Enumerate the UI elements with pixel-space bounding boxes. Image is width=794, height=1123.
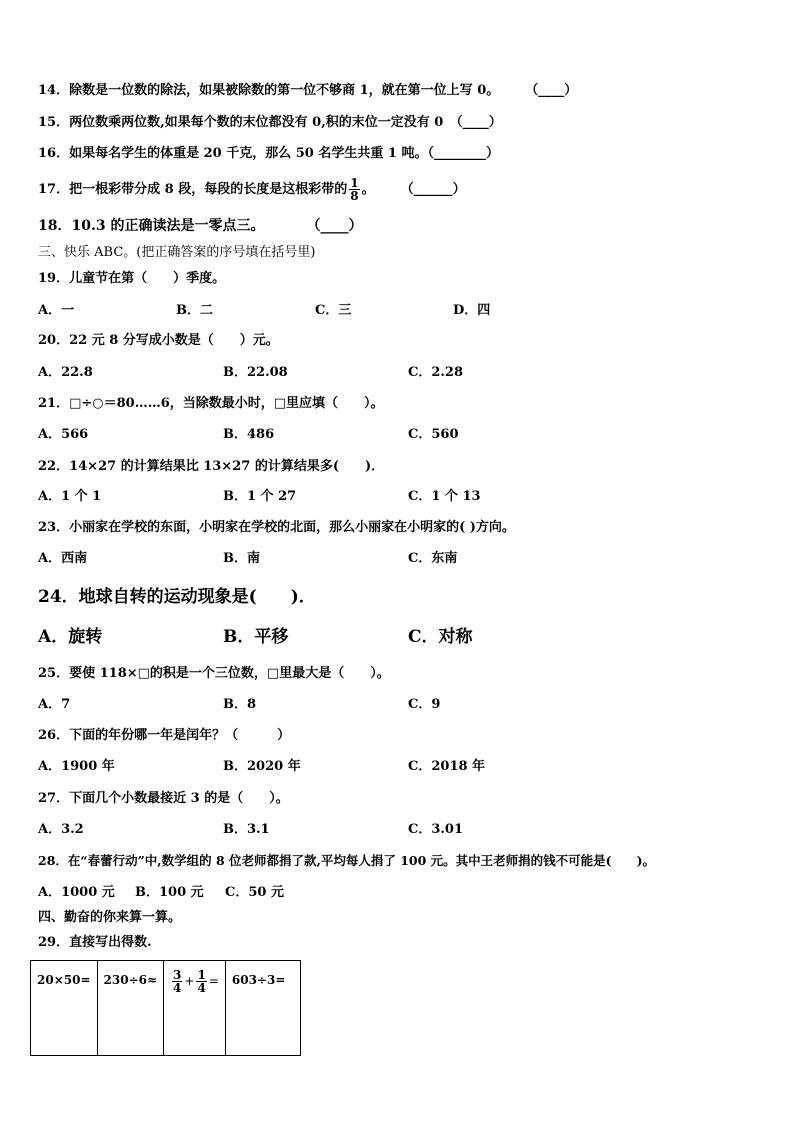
fraction-denominator: 4 bbox=[173, 981, 182, 995]
fraction-denominator: 4 bbox=[197, 981, 206, 995]
fraction-numerator: 1 bbox=[350, 176, 359, 190]
question-27: 27．下面几个小数最接近 3 的是（ ）。 bbox=[38, 791, 289, 806]
question-24: 24．地球自转的运动现象是( )． bbox=[38, 587, 316, 607]
option-c[interactable]: C．9 bbox=[408, 697, 441, 712]
question-17-text: 17．把一根彩带分成 8 段，每段的长度是这根彩带的 bbox=[38, 182, 348, 197]
fraction-denominator: 8 bbox=[350, 189, 359, 203]
option-c[interactable]: C．三 bbox=[315, 303, 352, 318]
option-a[interactable]: A．1 个 1 bbox=[38, 489, 102, 504]
option-c[interactable]: C．50 元 bbox=[225, 885, 284, 900]
option-a[interactable]: A．1900 年 bbox=[38, 759, 115, 774]
fraction-one-eighth bbox=[349, 177, 359, 202]
option-d[interactable]: D．四 bbox=[453, 303, 491, 318]
option-b[interactable]: B．二 bbox=[176, 303, 213, 318]
option-c[interactable]: C．2.28 bbox=[408, 365, 464, 380]
option-b[interactable]: B．3.1 bbox=[223, 822, 270, 837]
fraction-numerator: 1 bbox=[197, 968, 206, 982]
fraction-three-quarters bbox=[172, 969, 182, 994]
option-a[interactable]: A．旋转 bbox=[38, 627, 103, 647]
option-a[interactable]: A．一 bbox=[38, 303, 75, 318]
option-b[interactable]: B．22.08 bbox=[223, 365, 288, 380]
section-4-heading: 四、勤奋的你来算一算。 bbox=[38, 910, 182, 925]
option-c[interactable]: C．3.01 bbox=[408, 822, 464, 837]
question-19: 19．儿童节在第（ ）季度。 bbox=[38, 271, 226, 286]
option-a[interactable]: A．西南 bbox=[38, 551, 88, 566]
question-26: 26．下面的年份哪一年是闰年？（ ） bbox=[38, 728, 291, 743]
question-17-blank: 。 （______） bbox=[361, 182, 466, 197]
question-21: 21．□÷○＝80……6，当除数最小时，□里应填（ ）。 bbox=[38, 396, 384, 411]
option-b[interactable]: B．8 bbox=[223, 697, 257, 712]
question-18: 18．10.3 的正确读法是一零点三。 （____） bbox=[38, 218, 363, 234]
question-29: 29．直接写出得数. bbox=[38, 935, 152, 950]
equals-sign: = bbox=[208, 974, 219, 988]
fraction-numerator: 3 bbox=[173, 968, 182, 982]
option-a[interactable]: A．22.8 bbox=[38, 365, 93, 380]
option-c[interactable]: C．对称 bbox=[408, 627, 473, 647]
option-b[interactable]: B．486 bbox=[223, 427, 275, 442]
question-14: 14．除数是一位数的除法，如果被除数的第一位不够商 1，就在第一位上写 0。 （____） bbox=[38, 83, 578, 98]
question-22: 22．14×27 的计算结果比 13×27 的计算结果多( )． bbox=[38, 459, 385, 474]
calc-cell-3[interactable] bbox=[164, 961, 226, 1056]
option-c[interactable]: C．2018 年 bbox=[408, 759, 486, 774]
fraction-one-quarter bbox=[196, 969, 206, 994]
option-b[interactable]: B．南 bbox=[223, 551, 260, 566]
option-b[interactable]: B．100 元 bbox=[135, 885, 204, 900]
calculation-table bbox=[30, 960, 301, 1056]
option-b[interactable]: B．平移 bbox=[223, 627, 289, 647]
option-a[interactable]: A．3.2 bbox=[38, 822, 84, 837]
question-23: 23．小丽家在学校的东面，小明家在学校的北面，那么小丽家在小明家的( )方向。 bbox=[38, 520, 515, 535]
plus-sign: + bbox=[184, 974, 195, 988]
option-c[interactable]: C．1 个 13 bbox=[408, 489, 481, 504]
question-17 bbox=[38, 176, 466, 204]
section-3-heading: 三、快乐 ABC。(把正确答案的序号填在括号里) bbox=[38, 245, 316, 260]
question-20: 20．22 元 8 分写成小数是（ ）元。 bbox=[38, 333, 279, 348]
option-a[interactable]: A．1000 元 bbox=[38, 885, 115, 900]
question-25: 25．要使 118×□的积是一个三位数，□里最大是（ ）。 bbox=[38, 666, 390, 681]
calc-cell-4[interactable]: 603÷3= bbox=[225, 961, 300, 1056]
calc-cell-2[interactable]: 230÷6≈ bbox=[97, 961, 164, 1056]
option-c[interactable]: C．东南 bbox=[408, 551, 458, 566]
option-a[interactable]: A．7 bbox=[38, 697, 71, 712]
option-b[interactable]: B．1 个 27 bbox=[223, 489, 297, 504]
question-15: 15．两位数乘两位数,如果每个数的末位都没有 0,积的末位一定没有 0 （____） bbox=[38, 115, 502, 130]
calc-cell-1[interactable]: 20×50= bbox=[31, 961, 98, 1056]
question-16: 16．如果每名学生的体重是 20 千克，那么 50 名学生共重 1 吨。（________） bbox=[38, 146, 499, 161]
option-a[interactable]: A．566 bbox=[38, 427, 89, 442]
option-c[interactable]: C．560 bbox=[408, 427, 459, 442]
question-28: 28．在“春蕾行动”中,数学组的 8 位老师都捐了款,平均每人捐了 100 元。其中王老师捐的钱不可能是( )。 bbox=[38, 853, 656, 868]
option-b[interactable]: B．2020 年 bbox=[223, 759, 301, 774]
